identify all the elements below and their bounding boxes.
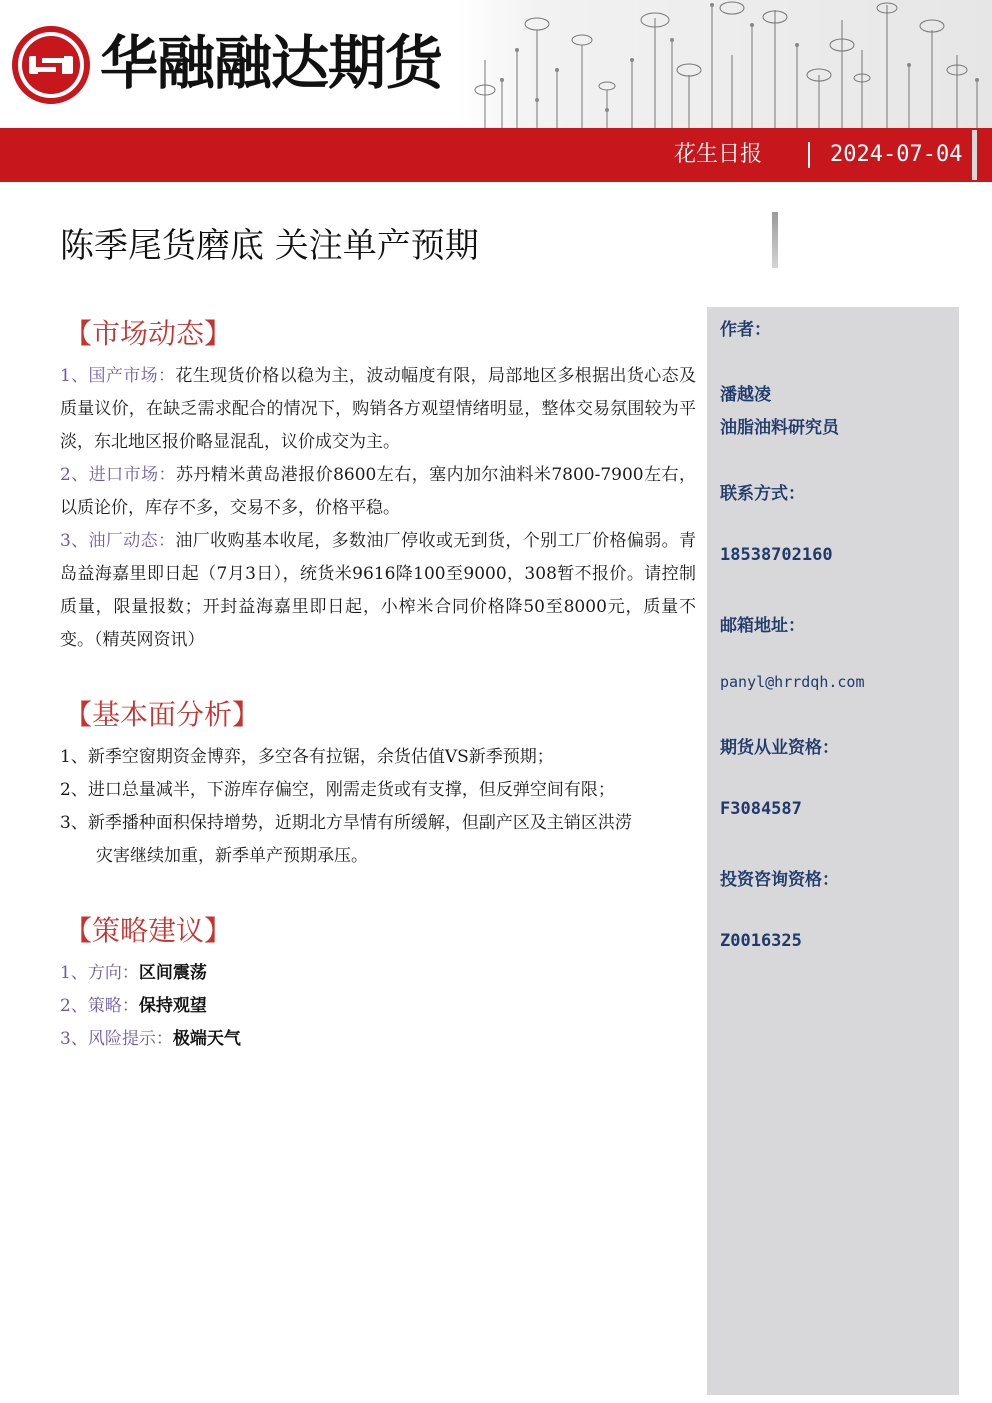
section-heading-fundamentals: 【基本面分析】 xyxy=(64,698,261,731)
contact-phone: 18538702160 xyxy=(720,545,833,565)
report-header xyxy=(0,0,992,182)
strategy-value: 区间震荡 xyxy=(138,963,207,983)
report-title: 陈季尾货磨底 关注单产预期 xyxy=(60,226,479,266)
strategy-item-strategy xyxy=(60,990,207,1023)
decorative-pattern xyxy=(457,0,992,128)
market-item-text: 花生现货价格以稳为主，波动幅度有限，局部地区多根据出货心态及质量议价，在缺乏需求配合的情况下，购销各方观望情绪明显，整体交易氛围较为平淡，东北地区报价略显混乱，议价成交为主。 xyxy=(60,366,696,452)
email-link[interactable]: panyl@hrrdqh.com xyxy=(720,673,865,691)
strategy-item-risk xyxy=(60,1023,241,1056)
company-logo-icon xyxy=(12,26,90,104)
header-separator xyxy=(808,142,810,168)
fundamentals-item-continued: 灾害继续加重，新季单产预期承压。 xyxy=(96,846,368,866)
author-sidebar xyxy=(707,307,959,1395)
market-item-import xyxy=(60,459,696,525)
author-title: 油脂油料研究员 xyxy=(720,418,839,438)
strategy-label: 2、策略： xyxy=(60,996,139,1016)
market-item-label: 2、进口市场： xyxy=(60,465,176,485)
report-type: 花生日报 xyxy=(674,142,763,167)
section-heading-strategy: 【策略建议】 xyxy=(64,914,233,947)
market-item-domestic xyxy=(60,360,696,459)
market-item-text: 苏丹精米黄岛港报价8600左右，塞内加尔油料米7800-7900左右，以质论价，库存不多，交易不多，价格平稳。 xyxy=(60,465,696,518)
fundamentals-item: 1、新季空窗期资金博弈，多空各有拉锯，余货估值VS新季预期； xyxy=(60,747,554,767)
header-end-bar xyxy=(972,130,977,180)
market-item-label: 1、国产市场： xyxy=(60,366,176,386)
invest-qual-number: Z0016325 xyxy=(720,931,802,951)
strategy-item-direction xyxy=(60,957,207,990)
email-label: 邮箱地址： xyxy=(720,616,805,636)
strategy-label: 3、风险提示： xyxy=(60,1029,173,1049)
strategy-value: 极端天气 xyxy=(172,1029,241,1049)
brand-name: 华融融达期货 xyxy=(100,29,443,97)
strategy-value: 保持观望 xyxy=(138,996,207,1016)
title-accent-bar xyxy=(772,212,778,268)
strategy-label: 1、方向： xyxy=(60,963,139,983)
market-item-label: 3、油厂动态： xyxy=(60,531,176,551)
author-label: 作者： xyxy=(720,320,771,340)
invest-qual-label: 投资咨询资格： xyxy=(720,870,839,890)
fundamentals-item: 2、进口总量减半，下游库存偏空，刚需走货或有支撑，但反弹空间有限； xyxy=(60,780,615,800)
fundamentals-item: 3、新季播种面积保持增势，近期北方旱情有所缓解，但副产区及主销区洪涝 xyxy=(60,813,632,833)
market-item-oil-mill xyxy=(60,525,696,657)
author-name: 潘越凌 xyxy=(720,385,771,405)
report-date: 2024-07-04 xyxy=(830,142,963,167)
market-item-text: 油厂收购基本收尾，多数油厂停收或无到货，个别工厂价格偏弱。青岛益海嘉里即日起（7月3日），统货米9616降100至9000，308暂不报价。请控制质量，限量报数；开封益海嘉里即日起，小榨米合同价格降50至8000元，质量不变。（精英网资讯） xyxy=(60,531,696,650)
contact-label: 联系方式： xyxy=(720,484,805,504)
header-band xyxy=(0,128,992,182)
futures-qual-number: F3084587 xyxy=(720,799,802,819)
section-heading-market: 【市场动态】 xyxy=(64,317,233,350)
futures-qual-label: 期货从业资格： xyxy=(720,738,839,758)
